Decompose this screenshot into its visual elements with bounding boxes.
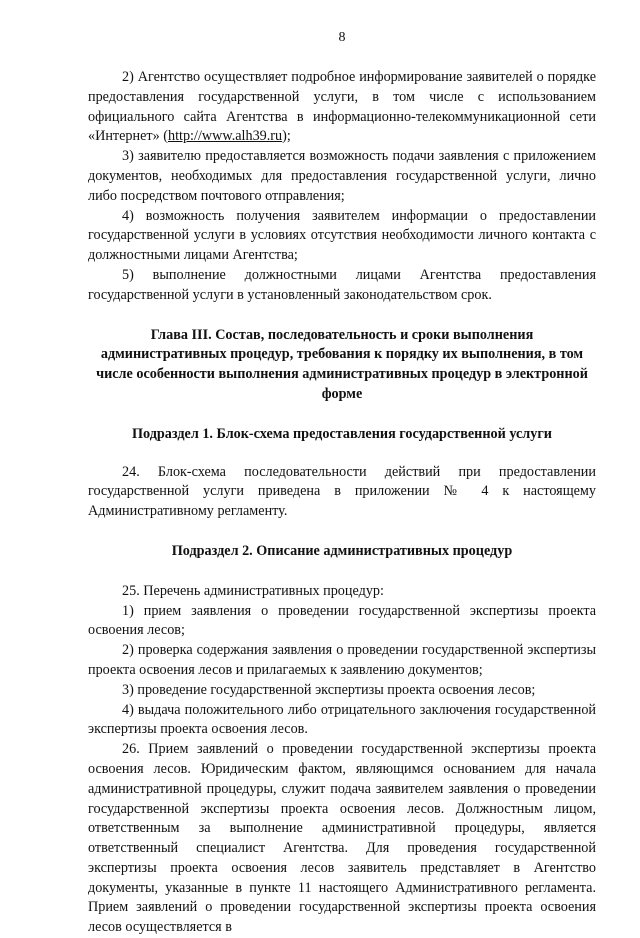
procedure-item-4: 4) выдача положительного либо отрицательного заключения государственной экспертизы проекта освоения лесов. <box>88 701 596 738</box>
paragraph-24: 24. Блок-схема последовательности действий при предоставлении государственной услуги приведена в приложении № 4 к настоящему Административному регламенту. <box>88 463 596 520</box>
item-2-text: 2) Агентство осуществляет подробное информирование заявителей о порядке предоставления государственной услуги, в том числе с использованием официального сайта Агентства в информационно-телекоммуникационной сети «Интернет» ( <box>88 69 596 145</box>
item-5-paragraph: 5) выполнение должностными лицами Агентства предоставления государственной услуги в установленный законодательством срок. <box>88 266 596 303</box>
procedure-item-1: 1) прием заявления о проведении государственной экспертизы проекта освоения лесов; <box>88 602 596 639</box>
procedure-item-3: 3) проведение государственной экспертизы проекта освоения лесов; <box>122 681 536 698</box>
procedure-item-2: 2) проверка содержания заявления о проведении государственной экспертизы проекта освоения лесов и прилагаемых к заявлению документов; <box>88 642 596 678</box>
page-number: 8 <box>338 30 346 45</box>
chapter-heading: Глава III. Состав, последовательность и сроки выполнения административных процедур, требования к порядку их выполнения, в том числе особенности выполнения административных процедур в электронной форме <box>96 326 588 402</box>
paragraph-25: 25. Перечень административных процедур: <box>122 582 384 599</box>
item-4-paragraph: 4) возможность получения заявителем информации о предоставлении государственной услуги в условиях отсутствия необходимости личного контакта с должностными лицами Агентства; <box>88 207 596 264</box>
item-3-paragraph: 3) заявителю предоставляется возможность подачи заявления с приложением документов, необходимых для предоставления государственной услуги, лично либо посредством почтового отправления; <box>88 148 596 204</box>
item-2-tail: ); <box>282 128 291 145</box>
item-2-paragraph <box>88 68 596 147</box>
subsection-2-title: Подраздел 2. Описание административных процедур <box>171 542 513 559</box>
agency-website-link[interactable]: http://www.alh39.ru <box>167 128 283 145</box>
subsection-1-title: Подраздел 1. Блок-схема предоставления государственной услуги <box>132 425 552 442</box>
paragraph-26: 26. Прием заявлений о проведении государственной экспертизы проекта освоения лесов. Юридическим фактом, являющимся основанием для начала административной процедуры, служит подача заявителем заявления о проведении государственной экспертизы проекта освоения лесов. Должностным лицом, ответственным за выполнение административной процедуры, является ответственный специалист Агентства. Для проведения государственной экспертизы проекта освоения лесов заявитель представляет в Агентство документы, указанные в пункте 11 настоящего Административного регламента. Прием заявлений о проведении государственной экспертизы проекта освоения лесов осуществляется в <box>88 741 596 936</box>
